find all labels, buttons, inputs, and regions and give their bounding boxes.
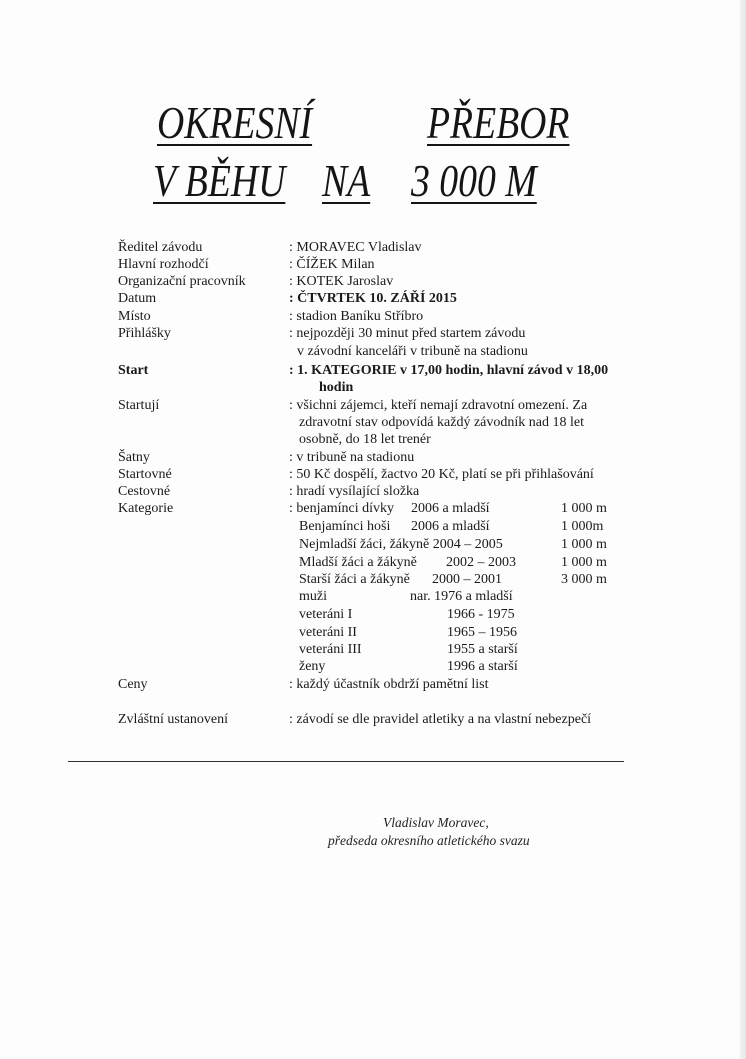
category-distance: 1 000 m — [561, 501, 607, 516]
category-years: 1965 – 1956 — [447, 625, 517, 640]
pracovnik-label: Organizační pracovník — [118, 274, 246, 289]
category-distance: 3 000 m — [561, 572, 607, 587]
rozhodci-value: : ČÍŽEK Milan — [289, 257, 375, 272]
category-years: 1955 a starší — [447, 642, 518, 657]
title-v-behu: V BĚHU — [153, 155, 286, 206]
startuji-value-2: zdravotní stav odpovídá každý závodník nad 18 let — [299, 415, 584, 430]
category-name: Benjamínci hoši — [299, 519, 391, 534]
startuji-label: Startují — [118, 398, 160, 413]
category-distance: 1 000 m — [561, 537, 607, 552]
satny-label: Šatny — [118, 450, 150, 465]
ceny-label: Ceny — [118, 677, 148, 692]
start-label: Start — [118, 363, 149, 378]
satny-value: : v tribuně na stadionu — [289, 450, 415, 465]
category-name: muži — [299, 589, 327, 604]
startovne-value: : 50 Kč dospělí, žactvo 20 Kč, platí se při přihlašování — [289, 467, 594, 482]
pracovnik-value: : KOTEK Jaroslav — [289, 274, 394, 289]
kategorie-label: Kategorie — [118, 501, 174, 516]
category-years: 2002 – 2003 — [446, 555, 516, 570]
category-name: Starší žáci a žákyně — [299, 572, 410, 587]
rozhodci-label: Hlavní rozhodčí — [118, 257, 209, 272]
ceny-value: : každý účastník obdrží pamětní list — [289, 677, 489, 692]
misto-label: Místo — [118, 309, 151, 324]
datum-label: Datum — [118, 291, 157, 306]
signature-role: předseda okresního atletického svazu — [328, 833, 530, 848]
startuji-value-3: osobně, do 18 let trenér — [299, 432, 431, 447]
startovne-label: Startovné — [118, 467, 172, 482]
category-distance: 1 000m — [561, 519, 604, 534]
cestovne-value: : hradí vysílající složka — [289, 484, 420, 499]
category-name: Mladší žáci a žákyně — [299, 555, 417, 570]
title-prebor: PŘEBOR — [427, 97, 570, 148]
category-name: veteráni I — [299, 607, 353, 622]
prihlasky-label: Přihlášky — [118, 326, 171, 341]
start-value-2: hodin — [319, 380, 354, 395]
divider-line — [68, 761, 624, 762]
title-na: NA — [322, 155, 371, 206]
category-years: 1966 - 1975 — [447, 607, 515, 622]
reditel-label: Ředitel závodu — [118, 240, 203, 255]
category-years: 1996 a starší — [447, 659, 518, 674]
category-name: ženy — [299, 659, 326, 674]
title-okresni: OKRESNÍ — [157, 97, 313, 148]
startuji-value-1: : všichni zájemci, kteří nemají zdravotní omezení. Za — [289, 398, 588, 413]
scan-edge — [740, 0, 746, 1059]
category-name: veteráni II — [299, 625, 357, 640]
misto-value: : stadion Baníku Stříbro — [289, 309, 424, 324]
ustanoveni-value: : závodí se dle pravidel atletiky a na vlastní nebezpečí — [289, 712, 592, 727]
category-years: 2000 – 2001 — [432, 572, 502, 587]
category-distance: 1 000 m — [561, 555, 607, 570]
prihlasky-value-2: v závodní kanceláři v tribuně na stadionu — [297, 344, 528, 359]
category-years: nar. 1976 a mladší — [410, 589, 513, 604]
category-name: : benjamínci dívky — [289, 501, 394, 516]
ustanoveni-label: Zvláštní ustanovení — [118, 712, 229, 727]
prihlasky-value-1: : nejpozději 30 minut před startem závodu — [289, 326, 526, 341]
start-value-1: : 1. KATEGORIE v 17,00 hodin, hlavní závod v 18,00 — [289, 363, 609, 378]
signature-name: Vladislav Moravec, — [383, 815, 489, 830]
category-years: 2006 a mladší — [411, 519, 490, 534]
category-name: veteráni III — [299, 642, 362, 657]
cestovne-label: Cestovné — [118, 484, 171, 499]
title-distance: 3 000 M — [411, 155, 537, 206]
category-years: 2006 a mladší — [411, 501, 490, 516]
category-name: Nejmladší žáci, žákyně 2004 – 2005 — [299, 537, 503, 552]
reditel-value: : MORAVEC Vladislav — [289, 240, 422, 255]
datum-value: : ČTVRTEK 10. ZÁŘÍ 2015 — [289, 291, 457, 306]
